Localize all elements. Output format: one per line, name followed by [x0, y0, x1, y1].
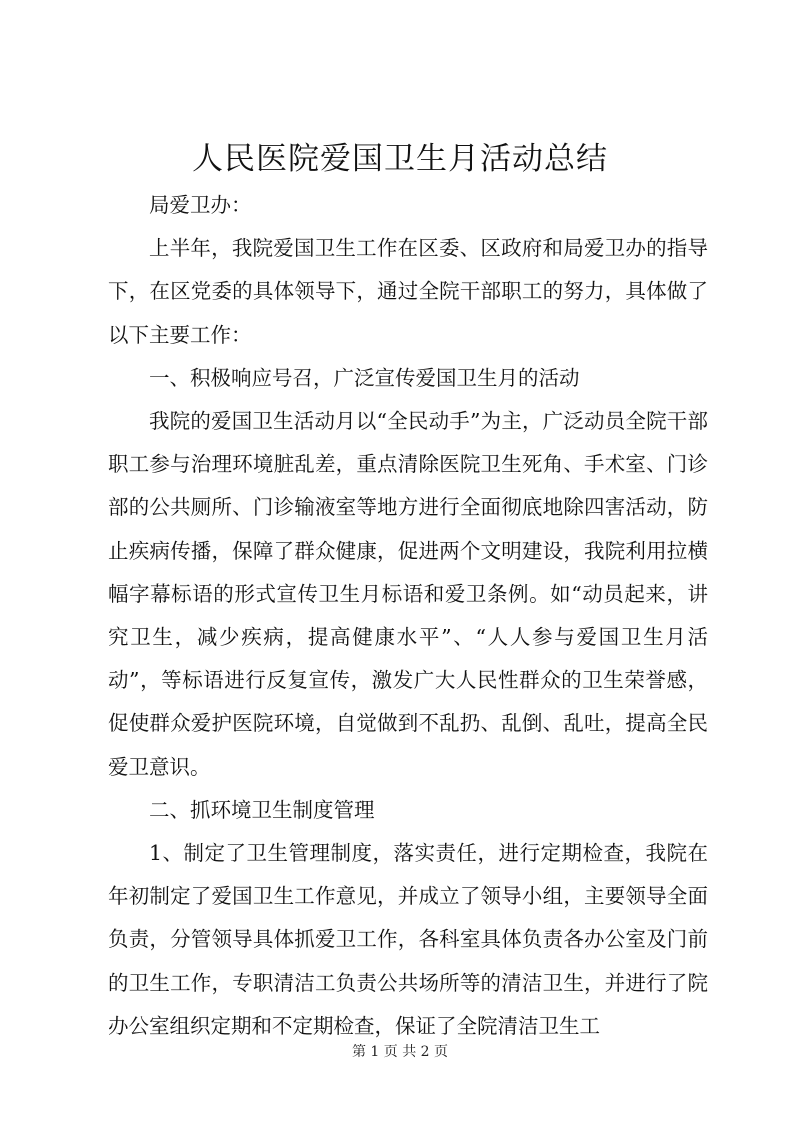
paragraph-publicity: 我院的爱国卫生活动月以“全民动手”为主，广泛动员全院干部职工参与治理环境脏乱差，重点清除医院卫生死角、手术室、门诊部的公共厕所、门诊输液室等地方进行全面彻底地除四害活动，防止疾病传播，保障了群众健康，促进两个文明建设，我院利用拉横幅字幕标语的形式宣传卫生月标语和爱卫条例。如“动员起来，讲究卫生，减少疾病，提高健康水平”、“人人参与爱国卫生月活动”，等标语进行反复宣传，激发广大人民性群众的卫生荣誉感，促使群众爱护医院环境，自觉做到不乱扔、乱倒、乱吐，提高全民爱卫意识。 — [108, 409, 708, 779]
section-heading-1: 一、积极响应号召，广泛宣传爱国卫生月的活动 — [149, 365, 580, 390]
page-footer: 第 1 页 共 2 页 — [351, 1044, 449, 1060]
document-body — [108, 184, 708, 1048]
document-title: 人民医院爱国卫生月活动总结 — [192, 141, 608, 177]
salutation: 局爱卫办： — [149, 193, 252, 217]
section-heading-2: 二、抓环境卫生制度管理 — [149, 797, 375, 822]
paragraph-management: 1、制定了卫生管理制度，落实责任，进行定期检查，我院在年初制定了爱国卫生工作意见，并成立了领导小组，主要领导全面负责，分管领导具体抓爱卫工作，各科室具体负责各办公室及门前的卫生工作，专职清洁工负责公共场所等的清洁卫生，并进行了院办公室组织定期和不定期检查，保证了全院清洁卫生工 — [108, 841, 708, 1038]
paragraph-intro: 上半年，我院爱国卫生工作在区委、区政府和局爱卫办的指导下，在区党委的具体领导下，通过全院干部职工的努力，具体做了以下主要工作： — [108, 236, 708, 347]
